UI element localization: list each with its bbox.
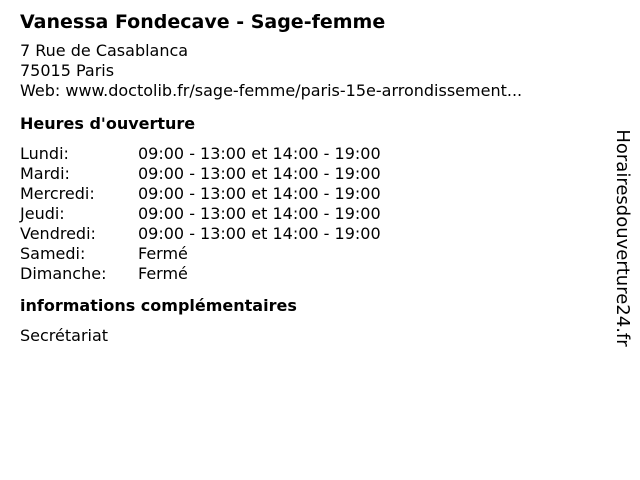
hours-row-tuesday [20,164,600,184]
address-street: 7 Rue de Casablanca [20,41,189,60]
day-label: Lundi: [20,144,69,163]
address-city: 75015 Paris [20,61,115,80]
day-label: Mercredi: [20,184,95,203]
website-line: Web: www.doctolib.fr/sage-femme/paris-15e-arrondissement... [20,81,523,100]
day-label: Mardi: [20,164,70,183]
time-value: 09:00 - 13:00 et 14:00 - 19:00 [138,184,381,203]
time-value: Fermé [138,244,188,263]
additional-info-text: Secrétariat [20,326,109,345]
time-value: Fermé [138,264,188,283]
hours-row-monday [20,144,600,164]
day-label: Samedi: [20,244,86,263]
day-label: Jeudi: [20,204,65,223]
day-label: Dimanche: [20,264,107,283]
site-watermark: Horairesdouverture24.fr [612,129,633,347]
listing-card [20,10,600,346]
opening-hours-table [20,144,600,284]
hours-row-thursday [20,204,600,224]
time-value: 09:00 - 13:00 et 14:00 - 19:00 [138,224,381,243]
hours-row-friday [20,224,600,244]
hours-row-sunday [20,264,600,284]
additional-info-heading: informations complémentaires [20,296,297,315]
time-value: 09:00 - 13:00 et 14:00 - 19:00 [138,204,381,223]
day-label: Vendredi: [20,224,96,243]
hours-row-saturday [20,244,600,264]
hours-row-wednesday [20,184,600,204]
opening-hours-heading: Heures d'ouverture [20,114,196,133]
time-value: 09:00 - 13:00 et 14:00 - 19:00 [138,164,381,183]
time-value: 09:00 - 13:00 et 14:00 - 19:00 [138,144,381,163]
listing-title: Vanessa Fondecave - Sage-femme [20,11,386,33]
